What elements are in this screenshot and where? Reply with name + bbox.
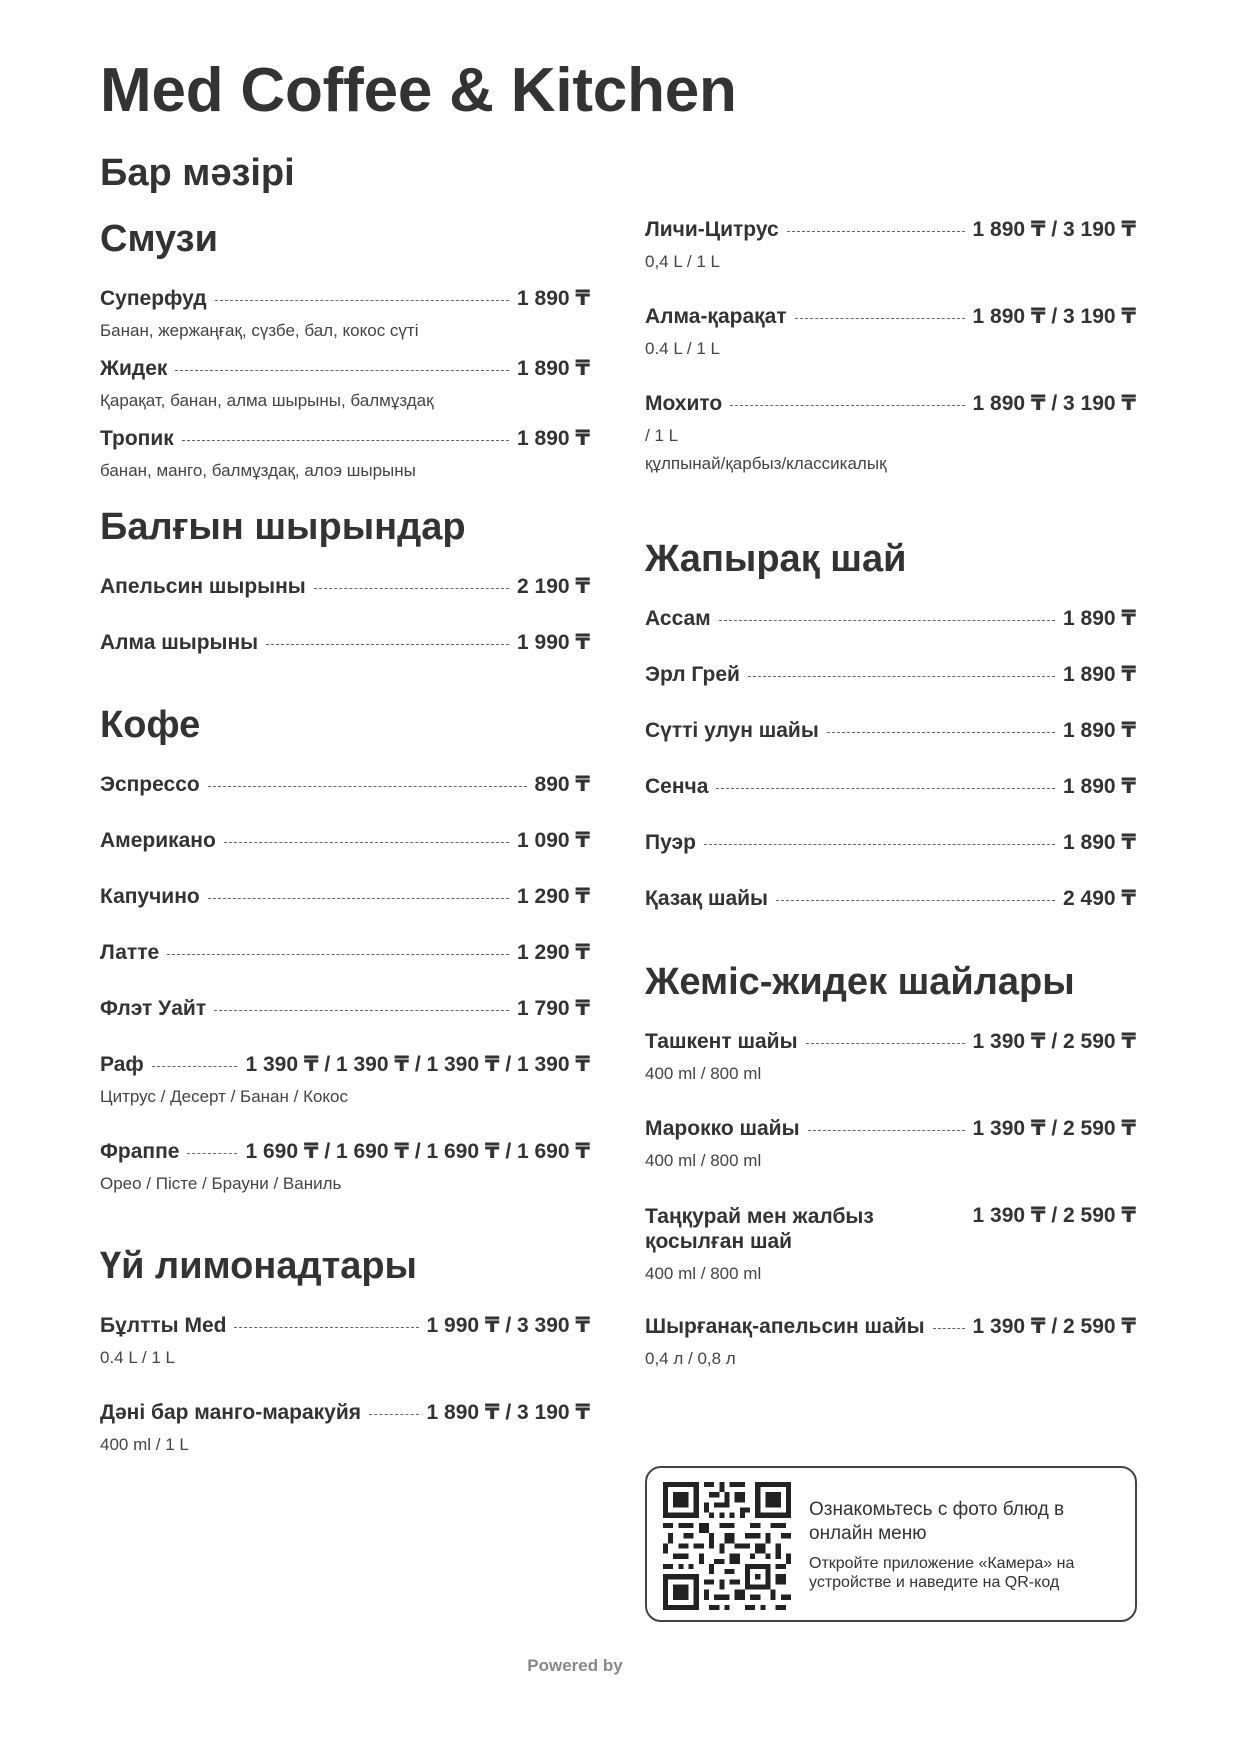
item-name: Сенча (645, 775, 709, 798)
item-description: / 1 L (645, 426, 679, 445)
item-description: банан, манго, балмұздақ, алоэ шырыны (100, 461, 416, 480)
qr-code-icon[interactable] (663, 1482, 791, 1610)
item-name: Американо (100, 829, 216, 852)
item-name: Ассам (645, 607, 711, 630)
dotted-leader (787, 230, 965, 232)
item-name: Бұлтты Med (100, 1314, 227, 1337)
section-title: Үй лимонадтары (100, 1245, 417, 1287)
item-price: 1 890 ₸ (517, 357, 590, 380)
section-juices (100, 508, 466, 546)
dotted-leader (806, 1042, 965, 1044)
item-price: 1 890 ₸ (517, 287, 590, 310)
item-name: Эрл Грей (645, 663, 740, 686)
item-price: 890 ₸ (534, 773, 590, 796)
menu-item (100, 941, 590, 965)
section-fruit-tea (645, 963, 1075, 1001)
restaurant-title: Med Coffee & Kitchen (100, 56, 737, 125)
item-name: Ташкент шайы (645, 1030, 798, 1053)
item-price: 1 790 ₸ (517, 997, 590, 1020)
item-price: 2 190 ₸ (517, 575, 590, 598)
item-price: 1 690 ₸ / 1 690 ₸ / 1 690 ₸ / 1 690 ₸ (245, 1140, 590, 1163)
item-price: 1 890 ₸ (1063, 719, 1136, 742)
item-description: 0,4 л / 0,8 л (645, 1349, 736, 1368)
dotted-leader (808, 1129, 965, 1131)
menu-item (100, 997, 590, 1021)
menu-item (645, 392, 1136, 474)
item-name: Тропик (100, 427, 174, 450)
item-name: Жидек (100, 357, 168, 380)
item-name: Қазақ шайы (645, 887, 768, 910)
dotted-leader (704, 843, 1055, 845)
qr-online-menu-panel[interactable] (645, 1466, 1137, 1622)
item-name: Сүтті улун шайы (645, 719, 819, 742)
section-title: Кофе (100, 704, 201, 746)
menu-item (100, 1401, 590, 1455)
item-description: Орео / Пісте / Брауни / Ваниль (100, 1174, 342, 1193)
dotted-leader (152, 1065, 238, 1067)
item-name: Суперфуд (100, 287, 207, 310)
item-price: 1 890 ₸ (1063, 775, 1136, 798)
dotted-leader (208, 897, 509, 899)
item-name: Алма-қарақат (645, 305, 787, 328)
item-name: Личи-Цитрус (645, 218, 779, 241)
dotted-leader (208, 785, 527, 787)
section-title: Смузи (100, 218, 218, 260)
menu-item (645, 1030, 1136, 1084)
powered-by-footer[interactable]: Powered by (527, 1656, 623, 1675)
dotted-leader (719, 619, 1055, 621)
dotted-leader (187, 1152, 237, 1154)
item-description: 400 ml / 800 ml (645, 1264, 762, 1283)
dotted-leader (795, 317, 965, 319)
item-price: 1 890 ₸ / 3 190 ₸ (426, 1401, 590, 1424)
item-description: 400 ml / 1 L (100, 1435, 189, 1454)
section-leaf-tea (645, 540, 906, 578)
item-price: 1 390 ₸ / 1 390 ₸ / 1 390 ₸ / 1 390 ₸ (245, 1053, 590, 1076)
menu-item (100, 631, 590, 655)
item-name: Мохито (645, 392, 723, 415)
menu-item (100, 885, 590, 909)
item-description: Цитрус / Десерт / Банан / Кокос (100, 1087, 349, 1106)
item-description: 0,4 L / 1 L (645, 252, 720, 271)
item-price: 1 990 ₸ (517, 631, 590, 654)
dotted-leader (214, 1009, 509, 1011)
section-title: Жапырақ шай (645, 538, 907, 580)
item-name: Дәні бар манго-маракуйя (100, 1401, 362, 1424)
menu-item (645, 1117, 1136, 1171)
item-name: Марокко шайы (645, 1117, 800, 1140)
item-price: 1 290 ₸ (517, 885, 590, 908)
item-price: 1 390 ₸ / 2 590 ₸ (972, 1030, 1136, 1053)
item-name: Флэт Уайт (100, 997, 207, 1020)
item-description: 0.4 L / 1 L (100, 1348, 175, 1367)
qr-panel-title: Ознакомьтесь с фото блюд в онлайн меню (809, 1499, 1065, 1544)
item-price: 1 890 ₸ / 3 190 ₸ (972, 392, 1136, 415)
dotted-leader (266, 643, 509, 645)
section-lemonades (100, 1247, 417, 1285)
section-title: Жеміс-жидек шайлары (645, 961, 1075, 1003)
dotted-leader (748, 675, 1055, 677)
item-price: 1 890 ₸ / 3 190 ₸ (972, 218, 1136, 241)
menu-item (100, 1140, 590, 1194)
menu-item (100, 773, 590, 797)
menu-item (100, 427, 590, 481)
item-name: Пуэр (645, 831, 696, 854)
item-description: 400 ml / 800 ml (645, 1064, 762, 1083)
menu-item (645, 719, 1136, 743)
menu-item (645, 305, 1136, 359)
dotted-leader (182, 439, 509, 441)
item-name: Фраппе (100, 1140, 180, 1163)
section-smoothies (100, 220, 590, 258)
item-name: Таңқурай мен жалбыз қосылған шай (645, 1205, 874, 1253)
dotted-leader (716, 787, 1055, 789)
item-price: 1 990 ₸ / 3 390 ₸ (426, 1314, 590, 1337)
item-description: 400 ml / 800 ml (645, 1151, 762, 1170)
menu-item (645, 1204, 1136, 1284)
menu-item (100, 1053, 590, 1107)
item-name: Эспрессо (100, 773, 200, 796)
dotted-leader (167, 953, 509, 955)
item-price: 1 390 ₸ / 2 590 ₸ (972, 1315, 1136, 1338)
menu-item (645, 775, 1136, 799)
item-price: 1 890 ₸ (1063, 831, 1136, 854)
item-description: 0.4 L / 1 L (645, 339, 720, 358)
menu-item (645, 663, 1136, 687)
dotted-leader (369, 1413, 418, 1415)
qr-panel-text (809, 1498, 1119, 1592)
dotted-leader (215, 299, 509, 301)
item-name: Апельсин шырыны (100, 575, 306, 598)
item-name: Шырғанақ-апельсин шайы (645, 1315, 925, 1338)
item-description: Банан, жержаңғақ, сүзбе, бал, кокос сүті (100, 321, 419, 340)
menu-item (100, 357, 590, 411)
menu-subtitle: Бар мәзірі (100, 152, 295, 194)
dotted-leader (314, 587, 509, 589)
menu-item (645, 607, 1136, 631)
item-name: Капучино (100, 885, 200, 908)
dotted-leader (933, 1327, 965, 1329)
menu-item (100, 829, 590, 853)
dotted-leader (827, 731, 1055, 733)
item-price: 1 890 ₸ (1063, 663, 1136, 686)
item-price: 1 290 ₸ (517, 941, 590, 964)
dotted-leader (224, 841, 509, 843)
dotted-leader (175, 369, 509, 371)
section-title: Балғын шырындар (100, 506, 466, 548)
dotted-leader (234, 1326, 418, 1328)
item-name: Латте (100, 941, 160, 964)
qr-panel-hint: Откройте приложение «Камера» на устройстве и наведите на QR-код (809, 1555, 1075, 1591)
item-price: 1 890 ₸ / 3 190 ₸ (972, 305, 1136, 328)
section-coffee (100, 706, 200, 744)
item-price: 1 390 ₸ / 2 590 ₸ (972, 1204, 1136, 1227)
dotted-leader (776, 899, 1055, 901)
item-name: Раф (100, 1053, 144, 1076)
menu-item (100, 1314, 590, 1368)
item-price: 1 390 ₸ / 2 590 ₸ (972, 1117, 1136, 1140)
menu-item (645, 887, 1136, 911)
item-description-extra: құлпынай/қарбыз/классикалық (645, 454, 887, 473)
menu-item (645, 218, 1136, 272)
dotted-leader (730, 404, 964, 406)
item-name: Алма шырыны (100, 631, 259, 654)
menu-item (100, 287, 590, 341)
item-price: 1 890 ₸ (517, 427, 590, 450)
item-price: 1 090 ₸ (517, 829, 590, 852)
menu-item (100, 575, 590, 599)
item-description: Қарақат, банан, алма шырыны, балмұздақ (100, 391, 434, 410)
menu-item (645, 831, 1136, 855)
item-price: 1 890 ₸ (1063, 607, 1136, 630)
item-price: 2 490 ₸ (1063, 887, 1136, 910)
menu-item (645, 1315, 1136, 1369)
